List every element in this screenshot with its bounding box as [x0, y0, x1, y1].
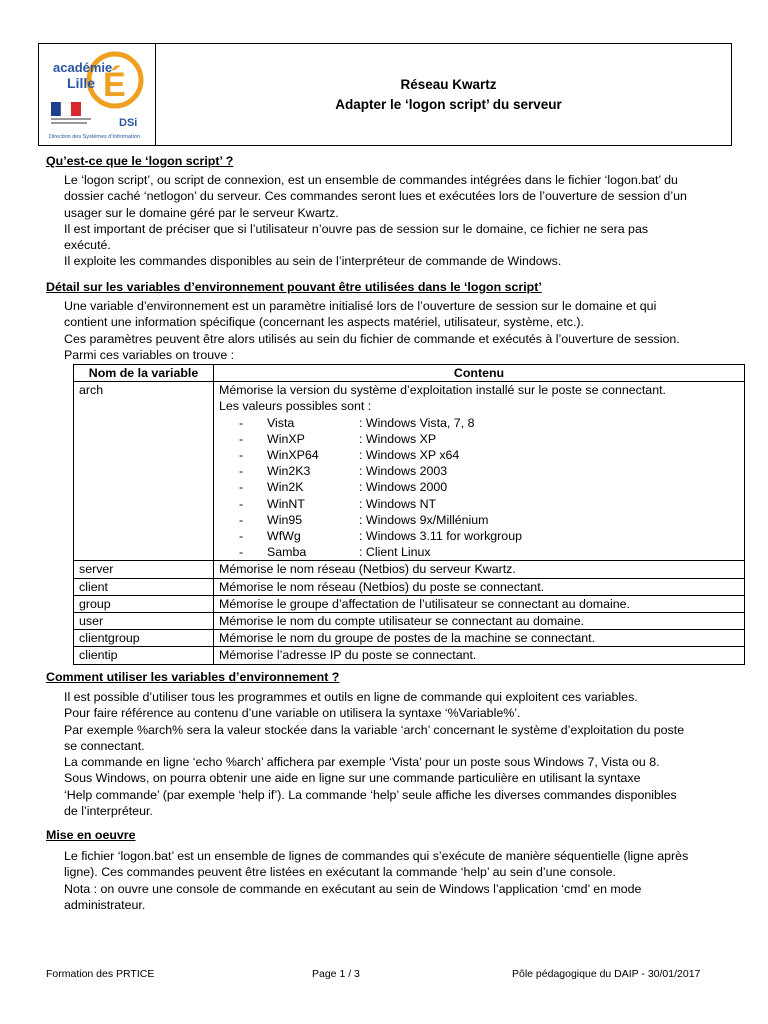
section-heading-usage: Comment utiliser les variables d’environnement ?	[46, 670, 340, 684]
arch-value-item	[219, 447, 739, 463]
paragraph-line: Il est possible d’utiliser tous les programmes et outils en ligne de commande qui exploitent ces variables.	[64, 690, 638, 704]
logo-dsi-text: DSi	[119, 117, 138, 129]
arch-value-item	[219, 544, 739, 560]
variable-name: client	[74, 578, 214, 595]
paragraph-line: Une variable d’environnement est un paramètre initialisé lors de l’ouverture de session sur le domaine et qui	[64, 299, 657, 313]
document-title-block	[156, 44, 731, 145]
paragraph-line: Parmi ces variables on trouve :	[64, 347, 235, 362]
table-row	[74, 630, 745, 647]
arch-value-item	[219, 415, 739, 431]
arch-value-name: Win2K	[267, 480, 304, 495]
arch-value-name: WinNT	[267, 496, 305, 511]
arch-value-name: Samba	[267, 545, 307, 560]
paragraph-line: Il exploite les commandes disponibles au sein de l’interpréteur de commande de Windows.	[64, 254, 562, 269]
arch-value-name: WinXP64	[267, 448, 319, 463]
flag-red-band	[71, 102, 81, 116]
paragraph-line: ligne). Ces commandes peuvent être listées en exécutant la commande ‘help’ au sein d’une console.	[64, 865, 616, 880]
list-dash: -	[239, 480, 244, 495]
section-heading-logon-script: Qu’est-ce que le ‘logon script’ ?	[46, 154, 234, 168]
list-dash: -	[239, 464, 244, 479]
logo-academie-text: académie	[53, 60, 113, 75]
table-header-row	[74, 365, 745, 382]
paragraph-line: Sous Windows, on pourra obtenir une aide en ligne sur une commande particulière en utilisant la syntaxe	[64, 771, 641, 786]
table-row	[74, 382, 745, 561]
arch-value-name: Win2K3	[267, 464, 311, 479]
section-body-logon-script	[64, 172, 724, 270]
list-dash: -	[239, 545, 244, 560]
arch-value-desc: : Windows 9x/Millénium	[359, 512, 489, 527]
arch-value-item	[219, 512, 739, 528]
variable-name: group	[74, 595, 214, 612]
paragraph-line: Le fichier ‘logon.bat’ est un ensemble de lignes de commandes qui s’exécute de manière séquentielle (ligne après	[64, 849, 689, 863]
arch-value-name: WfWg	[267, 529, 301, 544]
flag-caption-line-1	[51, 118, 91, 120]
paragraph-line: Il est important de préciser que si l’utilisateur n’ouvre pas de session sur le domaine, ce fichier ne sera pas	[64, 221, 649, 236]
footer-left: Formation des PRTICE	[46, 968, 155, 980]
column-header-name: Nom de la variable	[74, 365, 214, 382]
arch-value-item	[219, 463, 739, 479]
academie-lille-logo-icon	[45, 48, 149, 143]
arch-description: Mémorise la version du système d’exploitation installé sur le poste se connectant.	[219, 383, 666, 398]
variables-table	[73, 364, 745, 665]
logo-lille-text: Lille	[67, 75, 96, 91]
variable-description	[214, 382, 745, 561]
list-dash: -	[239, 431, 244, 446]
arch-value-name: Win95	[267, 512, 303, 527]
paragraph-line: se connectant.	[64, 738, 145, 753]
arch-value-desc: : Windows XP	[359, 431, 437, 446]
arch-values-intro: Les valeurs possibles sont :	[219, 399, 372, 414]
list-dash: -	[239, 448, 244, 463]
flag-blue-band	[51, 102, 61, 116]
paragraph-line: exécuté.	[64, 238, 111, 253]
variable-description: Mémorise le nom du compte utilisateur se connectant au domaine.	[214, 613, 745, 630]
paragraph-line: Par exemple %arch% sera la valeur stockée dans la variable ‘arch’ concernant le système d’exploitation du poste	[64, 722, 685, 737]
arch-value-desc: : Windows 3.11 for workgroup	[359, 529, 522, 544]
arch-value-item	[219, 496, 739, 512]
variable-name: server	[74, 561, 214, 578]
paragraph-line: La commande en ligne ‘echo %arch’ affichera par exemple ‘Vista’ pour un poste sous Windows 7, Vista ou 8.	[64, 755, 660, 770]
arch-value-desc: : Windows 2000	[359, 480, 448, 495]
arch-value-item	[219, 528, 739, 544]
arch-value-item	[219, 479, 739, 495]
section-heading-variables: Détail sur les variables d’environnement pouvant être utilisées dans le ‘logon script’	[46, 280, 542, 294]
table-row	[74, 613, 745, 630]
arch-value-desc: : Windows NT	[359, 496, 437, 511]
arch-value-desc: : Windows XP x64	[359, 448, 460, 463]
variable-name: user	[74, 613, 214, 630]
paragraph-line: Le ‘logon script’, ou script de connexion, est un ensemble de commandes intégrées dans le fichier ‘logon.bat’ du	[64, 173, 678, 187]
section-body-variables	[64, 298, 724, 363]
flag-white-band	[61, 102, 71, 116]
footer-page-number: Page 1 / 3	[312, 968, 360, 980]
paragraph-line: Ces paramètres peuvent être alors utilisés au sein du fichier de commande et exécutés à l’ouverture de session.	[64, 331, 680, 346]
arch-value-item	[219, 431, 739, 447]
arch-value-desc: : Client Linux	[359, 545, 431, 560]
logo-dsi-subtitle: Direction des Systèmes d'Information	[49, 134, 140, 140]
paragraph-line: usager sur le domaine géré par le serveur Kwartz.	[64, 205, 339, 220]
column-header-content: Contenu	[214, 365, 745, 382]
list-dash: -	[239, 512, 244, 527]
arch-value-desc: : Windows 2003	[359, 464, 448, 479]
paragraph-line: Pour faire référence au contenu d’une variable on utilisera la syntaxe ‘%Variable%’.	[64, 706, 521, 721]
table-row	[74, 561, 745, 578]
flag-caption-line-2	[51, 122, 87, 124]
arch-value-name: Vista	[267, 415, 295, 430]
document-header	[38, 43, 732, 146]
table-row	[74, 595, 745, 612]
document-title: Réseau Kwartz	[400, 76, 497, 92]
variable-name: clientip	[74, 647, 214, 664]
variable-description: Mémorise le groupe d’affectation de l’utilisateur se connectant au domaine.	[214, 595, 745, 612]
paragraph-line: de l’interpréteur.	[64, 804, 153, 819]
variable-name: clientgroup	[74, 630, 214, 647]
section-body-implementation	[64, 848, 724, 913]
list-dash: -	[239, 529, 244, 544]
variable-description: Mémorise le nom réseau (Netbios) du poste se connectant.	[214, 578, 745, 595]
paragraph-line: contient une information spécifique (concernant les aspects matériel, utilisateur, système, etc.).	[64, 315, 584, 330]
table-row	[74, 578, 745, 595]
list-dash: -	[239, 415, 244, 430]
variable-description: Mémorise le nom du groupe de postes de la machine se connectant.	[214, 630, 745, 647]
footer-right: Pôle pédagogique du DAIP - 30/01/2017	[512, 968, 701, 980]
section-body-usage	[64, 689, 724, 819]
arch-value-name: WinXP	[267, 431, 305, 446]
table-row	[74, 647, 745, 664]
variable-name: arch	[74, 382, 214, 561]
list-dash: -	[239, 496, 244, 511]
document-subtitle: Adapter le ‘logon script’ du serveur	[335, 96, 562, 112]
paragraph-line: dossier caché ‘netlogon’ du serveur. Ces commandes seront lues et exécutées lors de l’ouverture de session d’un	[64, 189, 687, 204]
section-heading-implementation: Mise en oeuvre	[46, 828, 136, 842]
paragraph-line: ‘Help commande’ (par exemple ‘help if’). La commande ‘help’ seule affiche les diverses commandes disponibles	[64, 787, 677, 802]
paragraph-line: Nota : on ouvre une console de commande en exécutant au sein de Windows l’application ‘cmd’ en mode	[64, 881, 642, 896]
arch-value-desc: : Windows Vista, 7, 8	[359, 415, 475, 430]
variable-description: Mémorise l’adresse IP du poste se connectant.	[214, 647, 745, 664]
logo-e-letter: É	[103, 66, 126, 104]
paragraph-line: administrateur.	[64, 897, 146, 912]
variable-description: Mémorise le nom réseau (Netbios) du serveur Kwartz.	[214, 561, 745, 578]
academie-logo	[39, 44, 156, 145]
